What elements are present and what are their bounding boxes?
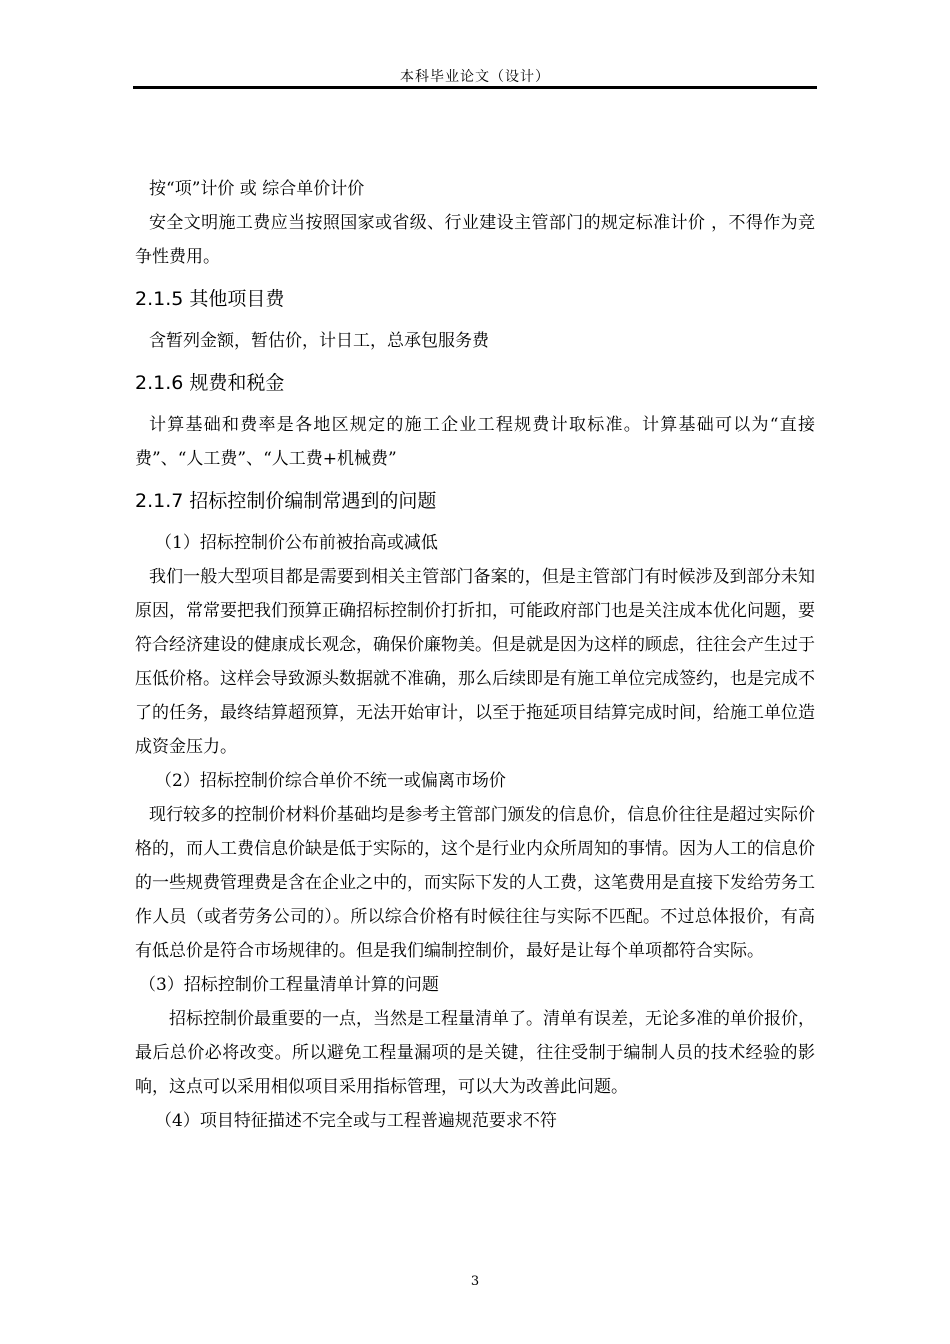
- list-item-title: （2）招标控制价综合单价不统一或偏离市场价: [155, 771, 506, 791]
- page-number: 3: [470, 1274, 480, 1289]
- paragraph: 现行较多的控制价材料价基础均是参考主管部门颁发的信息价，信息价往往是超过实际价格的，而人工费信息价缺是低于实际的，这个是行业内众所周知的事情。因为人工的信息价的一些规费管理费是含在企业之中的，而实际下发的人工费，这笔费用是直接下发给劳务工作人员（或者劳务公司的）。所以综合价格有时候往往与实际不匹配。不过总体报价，有高有低总价是符合市场规律的。但是我们编制控制价，最好是让每个单项都符合实际。: [135, 805, 815, 961]
- section-heading-2-1-7: 2.1.7 招标控制价编制常遇到的问题: [135, 490, 437, 512]
- list-item-title: （3）招标控制价工程量清单计算的问题: [139, 975, 439, 995]
- header-rule: [133, 86, 817, 89]
- list-item-title: （1）招标控制价公布前被抬高或减低: [155, 533, 438, 553]
- paragraph: 计算基础和费率是各地区规定的施工企业工程规费计取标准。计算基础可以为“直接费”、“人工费”、“人工费+机械费”: [135, 415, 815, 469]
- paragraph: 按“项”计价 或 综合单价计价: [149, 179, 365, 199]
- list-item-title: （4）项目特征描述不完全或与工程普遍规范要求不符: [155, 1111, 557, 1131]
- paragraph: 招标控制价最重要的一点，当然是工程量清单了。清单有误差，无论多准的单价报价，最后总价必将改变。所以避免工程量漏项的是关键，往往受制于编制人员的技术经验的影响，这点可以采用相似项目采用指标管理，可以大为改善此问题。: [135, 1009, 815, 1097]
- paragraph: 我们一般大型项目都是需要到相关主管部门备案的，但是主管部门有时候涉及到部分未知原因，常常要把我们预算正确招标控制价打折扣，可能政府部门也是关注成本优化问题，要符合经济建设的健康成长观念，确保价廉物美。但是就是因为这样的顾虑，往往会产生过于压低价格。这样会导致源头数据就不准确，那么后续即是有施工单位完成签约，也是完成不了的任务，最终结算超预算，无法开始审计，以至于拖延项目结算完成时间，给施工单位造成资金压力。: [135, 567, 815, 757]
- body-text: [135, 172, 815, 1138]
- section-heading-2-1-5: 2.1.5 其他项目费: [135, 288, 285, 310]
- paragraph: 含暂列金额，暂估价，计日工，总承包服务费: [149, 331, 489, 351]
- paragraph: 安全文明施工费应当按照国家或省级、行业建设主管部门的规定标准计价 ，不得作为竞争性费用。: [135, 213, 815, 267]
- running-header: 本科毕业论文（设计）: [400, 69, 550, 85]
- section-heading-2-1-6: 2.1.6 规费和税金: [135, 372, 285, 394]
